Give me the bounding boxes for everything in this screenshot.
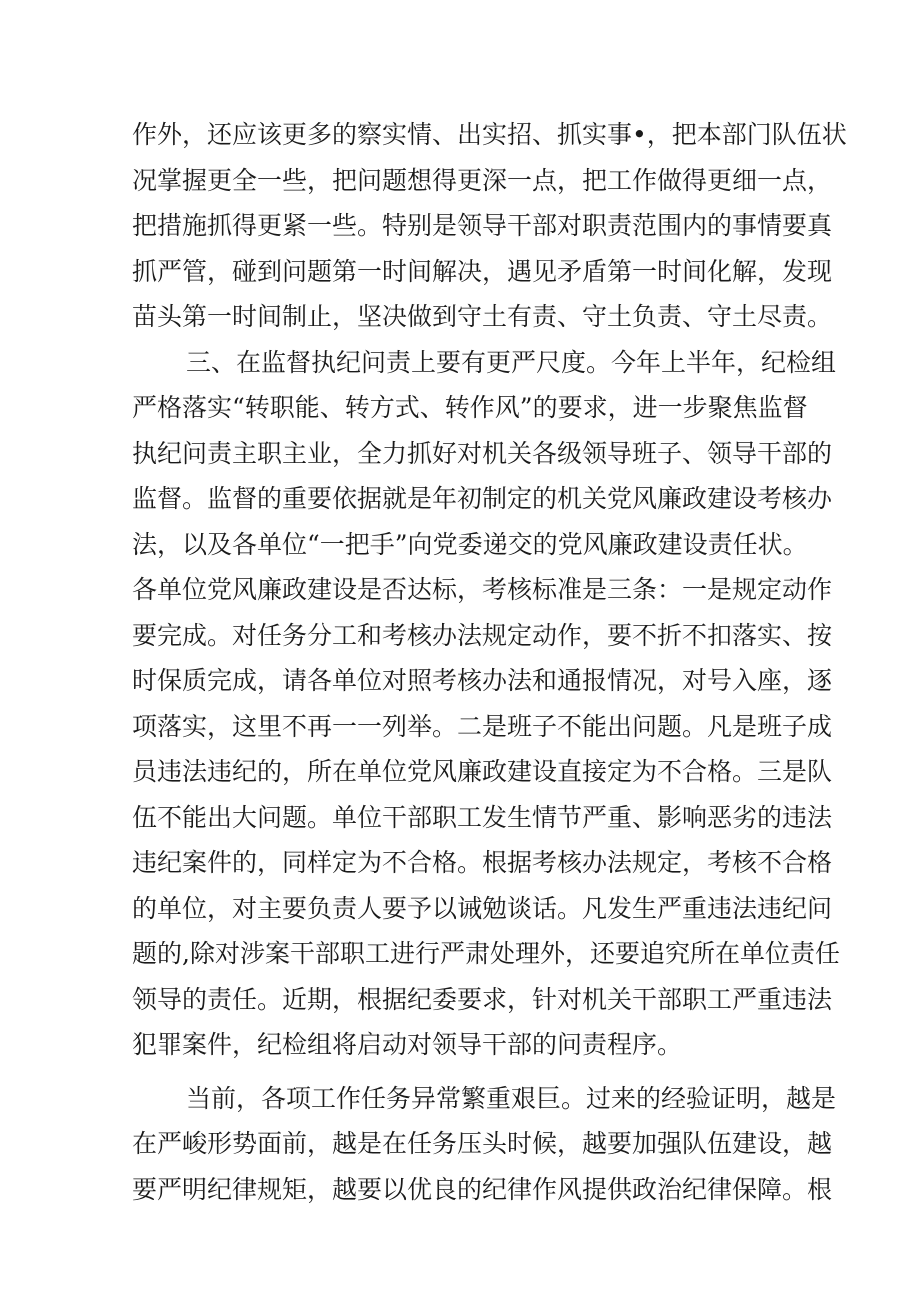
paragraph-gap bbox=[132, 1068, 792, 1076]
text-line: 犯罪案件，纪检组将启动对领导干部的问责程序。 bbox=[132, 1030, 683, 1059]
text-line: 要完成。对任务分工和考核办法规定动作，要不折不扣落实、按 bbox=[132, 620, 833, 650]
text-line: 苗头第一时间制止，坚决做到守土有责、守土负责、守土尽责。 bbox=[132, 302, 833, 331]
text-line: 严格落实“转职能、转方式、转作风”的要求，进一步聚焦监督 bbox=[132, 393, 808, 422]
text-line: 况掌握更全一些，把问题想得更深一点，把工作做得更细一点， bbox=[132, 165, 833, 195]
text-line: 各单位党风廉政建设是否达标，考核标准是三条：一是规定动作 bbox=[132, 575, 833, 604]
text-line: 当前，各项工作任务异常繁重艰巨。过来的经验证明，越是 bbox=[186, 1083, 837, 1113]
text-line: 题的,除对涉案干部职工进行严肃处理外，还要追究所在单位责任 bbox=[132, 939, 840, 968]
paragraph-3 bbox=[132, 1076, 837, 1213]
paragraph-2 bbox=[132, 340, 840, 1068]
text-line: 作外，还应该更多的察实情、出实招、抓实事•，把本部门队伍状 bbox=[132, 120, 847, 149]
text-line: 员违法违纪的，所在单位党风廉政建设直接定为不合格。三是队 bbox=[132, 757, 833, 786]
text-line: 违纪案件的，同样定为不合格。根据考核办法规定，考核不合格 bbox=[132, 848, 833, 877]
text-line: 抓严管，碰到问题第一时间解决，遇见矛盾第一时间化解，发现 bbox=[132, 256, 833, 286]
text-line: 在严峻形势面前，越是在任务压头时候，越要加强队伍建设，越 bbox=[132, 1129, 833, 1158]
text-line: 时保质完成，请各单位对照考核办法和通报情况，对号入座，逐 bbox=[132, 666, 833, 695]
document-body bbox=[132, 112, 847, 1212]
text-line: 要严明纪律规矩，越要以优良的纪律作风提供政治纪律保障。根 bbox=[132, 1174, 833, 1204]
text-line: 执纪问责主职主业，全力抓好对机关各级领导班子、领导干部的 bbox=[132, 438, 833, 468]
text-line: 把措施抓得更紧一些。特别是领导干部对职责范围内的事情要真 bbox=[132, 211, 833, 240]
text-line: 监督。监督的重要依据就是年初制定的机关党风廉政建设考核办 bbox=[132, 484, 833, 513]
paragraph-1 bbox=[132, 112, 847, 340]
text-line: 三、在监督执纪问责上要有更严尺度。今年上半年，纪检组 bbox=[186, 347, 837, 377]
text-line: 项落实，这里不再一一列举。二是班子不能出问题。凡是班子成 bbox=[132, 711, 833, 741]
text-line: 法，以及各单位“一把手”向党委递交的党风廉政建设责任状。 bbox=[132, 529, 808, 559]
text-line: 领导的责任。近期，根据纪委要求，针对机关干部职工严重违法 bbox=[132, 984, 833, 1014]
text-line: 伍不能出大问题。单位干部职工发生情节严重、影响恶劣的违法 bbox=[132, 802, 833, 832]
text-line: 的单位，对主要负责人要予以诫勉谈话。凡发生严重违法违纪问 bbox=[132, 893, 833, 923]
